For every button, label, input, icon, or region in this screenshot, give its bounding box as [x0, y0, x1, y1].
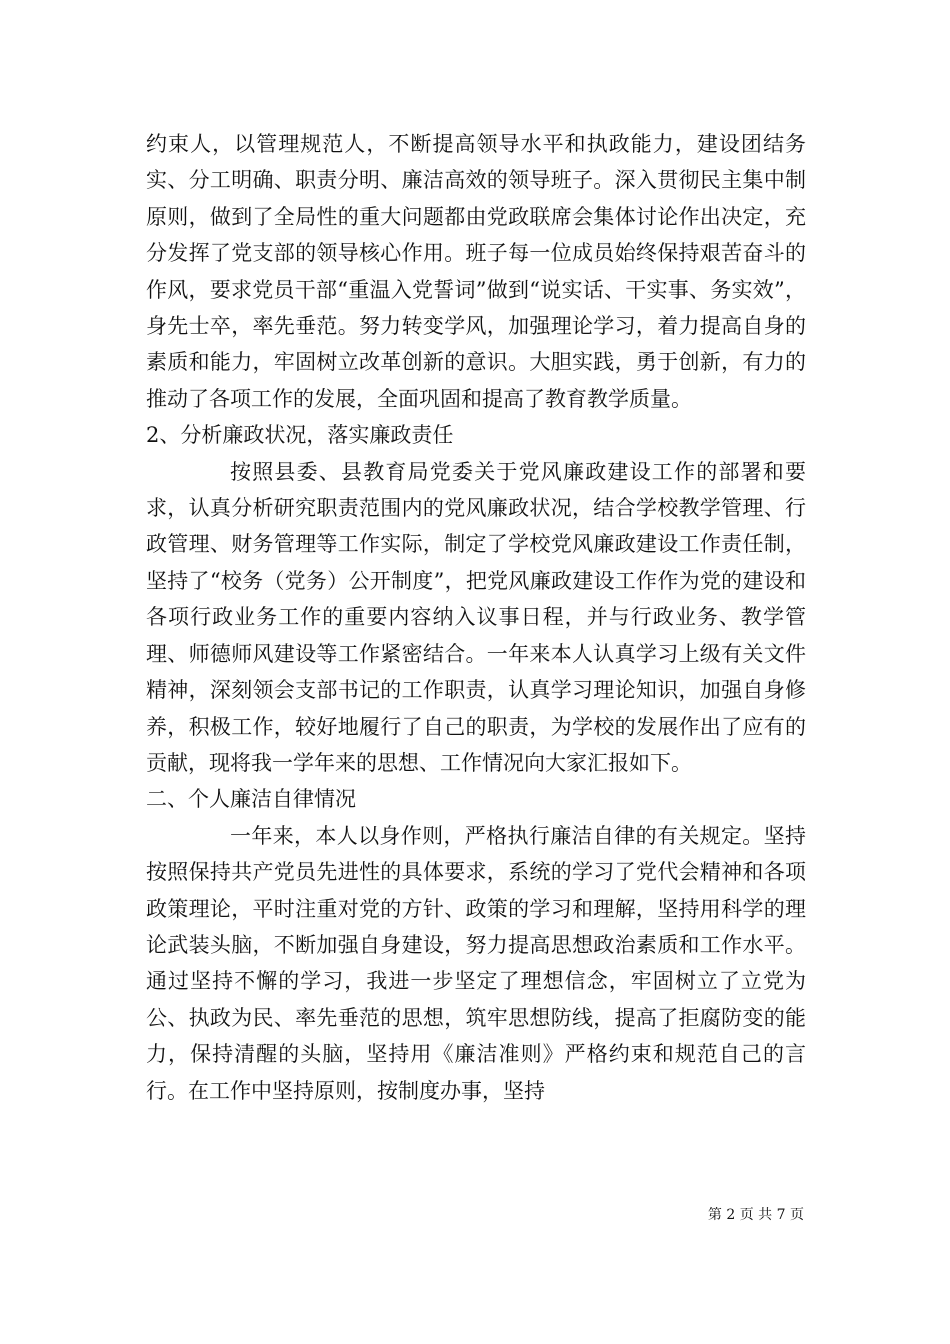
paragraph-self-discipline: 一年来，本人以身作则，严格执行廉洁自律的有关规定。坚持按照保持共产党员先进性的具体要求，系统的学习了党代会精神和各项政策理论，平时注重对党的方针、政策的学习和理解，坚持用科学的理论武装头脑，不断加强自身建设，努力提高思想政治素质和工作水平。通过坚持不懈的学习，我进一步坚定了理想信念，牢固树立了立党为公、执政为民、率先垂范的思想，筑牢思想防线，提高了拒腐防变的能力，保持清醒的头脑，坚持用《廉洁准则》严格约束和规范自己的言行。在工作中坚持原则，按制度办事，坚持	[146, 823, 806, 1103]
document-body	[146, 126, 806, 1109]
page-number-footer: 第 2 页 共 7 页	[707, 1207, 804, 1223]
paragraph-continuation: 约束人，以管理规范人，不断提高领导水平和执政能力，建设团结务实、分工明确、职责分明、廉洁高效的领导班子。深入贯彻民主集中制原则，做到了全局性的重大问题都由党政联席会集体讨论作出决定，充分发挥了党支部的领导核心作用。班子每一位成员始终保持艰苦奋斗的作风，要求党员干部“重温入党誓词”做到“说实话、干实事、务实效”，身先士卒，率先垂范。努力转变学风，加强理论学习，着力提高自身的素质和能力，牢固树立改革创新的意识。大胆实践，勇于创新，有力的推动了各项工作的发展，全面巩固和提高了教育教学质量。	[146, 132, 806, 411]
section-heading-personal: 二、个人廉洁自律情况	[146, 787, 356, 812]
section-heading-2: 2、分析廉政状况，落实廉政责任	[146, 423, 454, 448]
paragraph-responsibility: 按照县委、县教育局党委关于党风廉政建设工作的部署和要求，认真分析研究职责范围内的党风廉政状况，结合学校教学管理、行政管理、财务管理等工作实际，制定了学校党风廉政建设工作责任制，坚持了“校务（党务）公开制度”，把党风廉政建设工作作为党的建设和各项行政业务工作的重要内容纳入议事日程，并与行政业务、教学管理、师德师风建设等工作紧密结合。一年来本人认真学习上级有关文件精神，深刻领会支部书记的工作职责，认真学习理论知识，加强自身修养，积极工作，较好地履行了自己的职责，为学校的发展作出了应有的贡献，现将我一学年来的思想、工作情况向大家汇报如下。	[146, 459, 806, 775]
